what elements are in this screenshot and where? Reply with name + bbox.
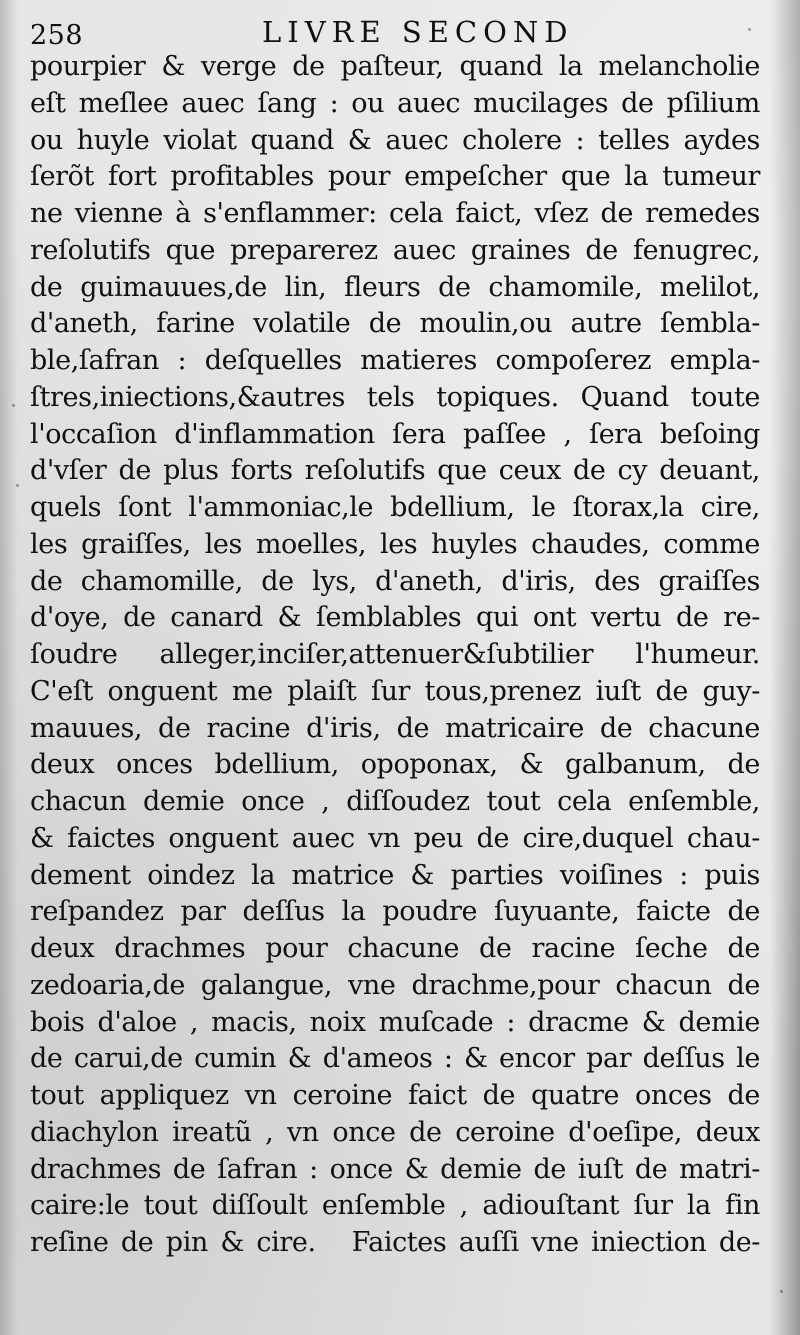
page-header: [26, 8, 780, 51]
text-line: d'vſer de plus forts reſolutifs que ceux de cy deuant,: [30, 455, 760, 487]
text-segment: Faictes auſſi vne iniection de-: [351, 1227, 761, 1258]
text-segment: reſine de pin & cire.: [30, 1227, 316, 1258]
text-line: d'aneth, farine volatile de moulin,ou autre ſembla-: [30, 308, 760, 340]
text-line: de carui,de cumin & d'ameos : & encor par deſſus le: [30, 1043, 760, 1075]
print-speck: [16, 484, 19, 487]
text-line: quels ſont l'ammoniac,le bdellium, le ſtorax,la cire,: [30, 492, 760, 523]
text-line: diachylon ireatũ , vn once de ceroine d'oeſipe, deux: [30, 1116, 760, 1148]
print-speck: [748, 28, 751, 31]
text-line: de chamomille, de lys, d'aneth, d'iris, des graiſſes: [30, 565, 760, 597]
print-speck: [12, 404, 15, 407]
text-line: C'eſt onguent me plaiſt ſur tous,prenez iuſt de guy-: [30, 675, 760, 707]
text-line: dement oindez la matrice & parties voiſines : puis: [30, 859, 760, 891]
text-line: reſpandez par deſſus la poudre ſuyuante, faicte de: [30, 896, 760, 928]
text-line: d'oye, de canard & ſemblables qui ont vertu de re-: [30, 602, 760, 634]
text-line: les graiſſes, les moelles, les huyles chaudes, comme: [30, 528, 760, 560]
text-line: eſt meſlee auec ſang : ou auec mucilages de pſilium: [30, 87, 760, 119]
text-line: ne vienne à s'enflammer: cela faict, vſez de remedes: [30, 198, 760, 229]
text-line: de guimauues,de lin, fleurs de chamomile, melilot,: [30, 271, 760, 303]
text-line: mauues, de racine d'iris, de matricaire de chacune: [30, 712, 760, 744]
text-line: ou huyle violat quand & auec cholere : telles aydes: [30, 124, 760, 156]
page-number: 258: [30, 20, 84, 51]
text-line: drachmes de ſafran : once & demie de iuſt de matri-: [30, 1153, 760, 1185]
text-line-final: [30, 1225, 760, 1262]
text-line: deux onces bdellium, opoponax, & galbanum, de: [30, 749, 760, 781]
text-line: bois d'aloe , macis, noix muſcade : dracme & demie: [30, 1006, 760, 1038]
text-line: tout appliquez vn ceroine faict de quatre onces de: [30, 1080, 760, 1111]
text-line: caire:le tout diſſoult enſemble , adiouſtant ſur la fin: [30, 1190, 760, 1222]
text-line: reſolutifs que preparerez auec graines de fenugrec,: [30, 234, 760, 266]
text-line: l'occaſion d'inflammation ſera paſſee , ſera beſoing: [30, 418, 760, 450]
text-line: zedoaria,de galangue, vne drachme,pour chacun de: [30, 969, 760, 1001]
text-line: deux drachmes pour chacune de racine ſeche de: [30, 933, 760, 964]
text-line: & faictes onguent auec vn peu de cire,duquel chau-: [30, 822, 760, 854]
text-line: ſtres,iniections,&autres tels topiques. Quand toute: [30, 381, 760, 413]
body-text: [30, 49, 760, 1262]
running-title: LIVRE SECOND: [262, 15, 574, 49]
text-line: ſoudre alleger,inciſer,attenuer&ſubtilier l'humeur.: [30, 639, 760, 670]
print-speck: [780, 1290, 783, 1293]
text-line: ſerõt fort profitables pour empeſcher que la tumeur: [30, 161, 760, 193]
text-line: ble,ſafran : deſquelles matieres compoſerez empla-: [30, 345, 760, 376]
text-line: pourpier & verge de paſteur, quand la melancholie: [30, 51, 760, 82]
text-line: chacun demie once , diſſoudez tout cela enſemble,: [30, 786, 760, 817]
